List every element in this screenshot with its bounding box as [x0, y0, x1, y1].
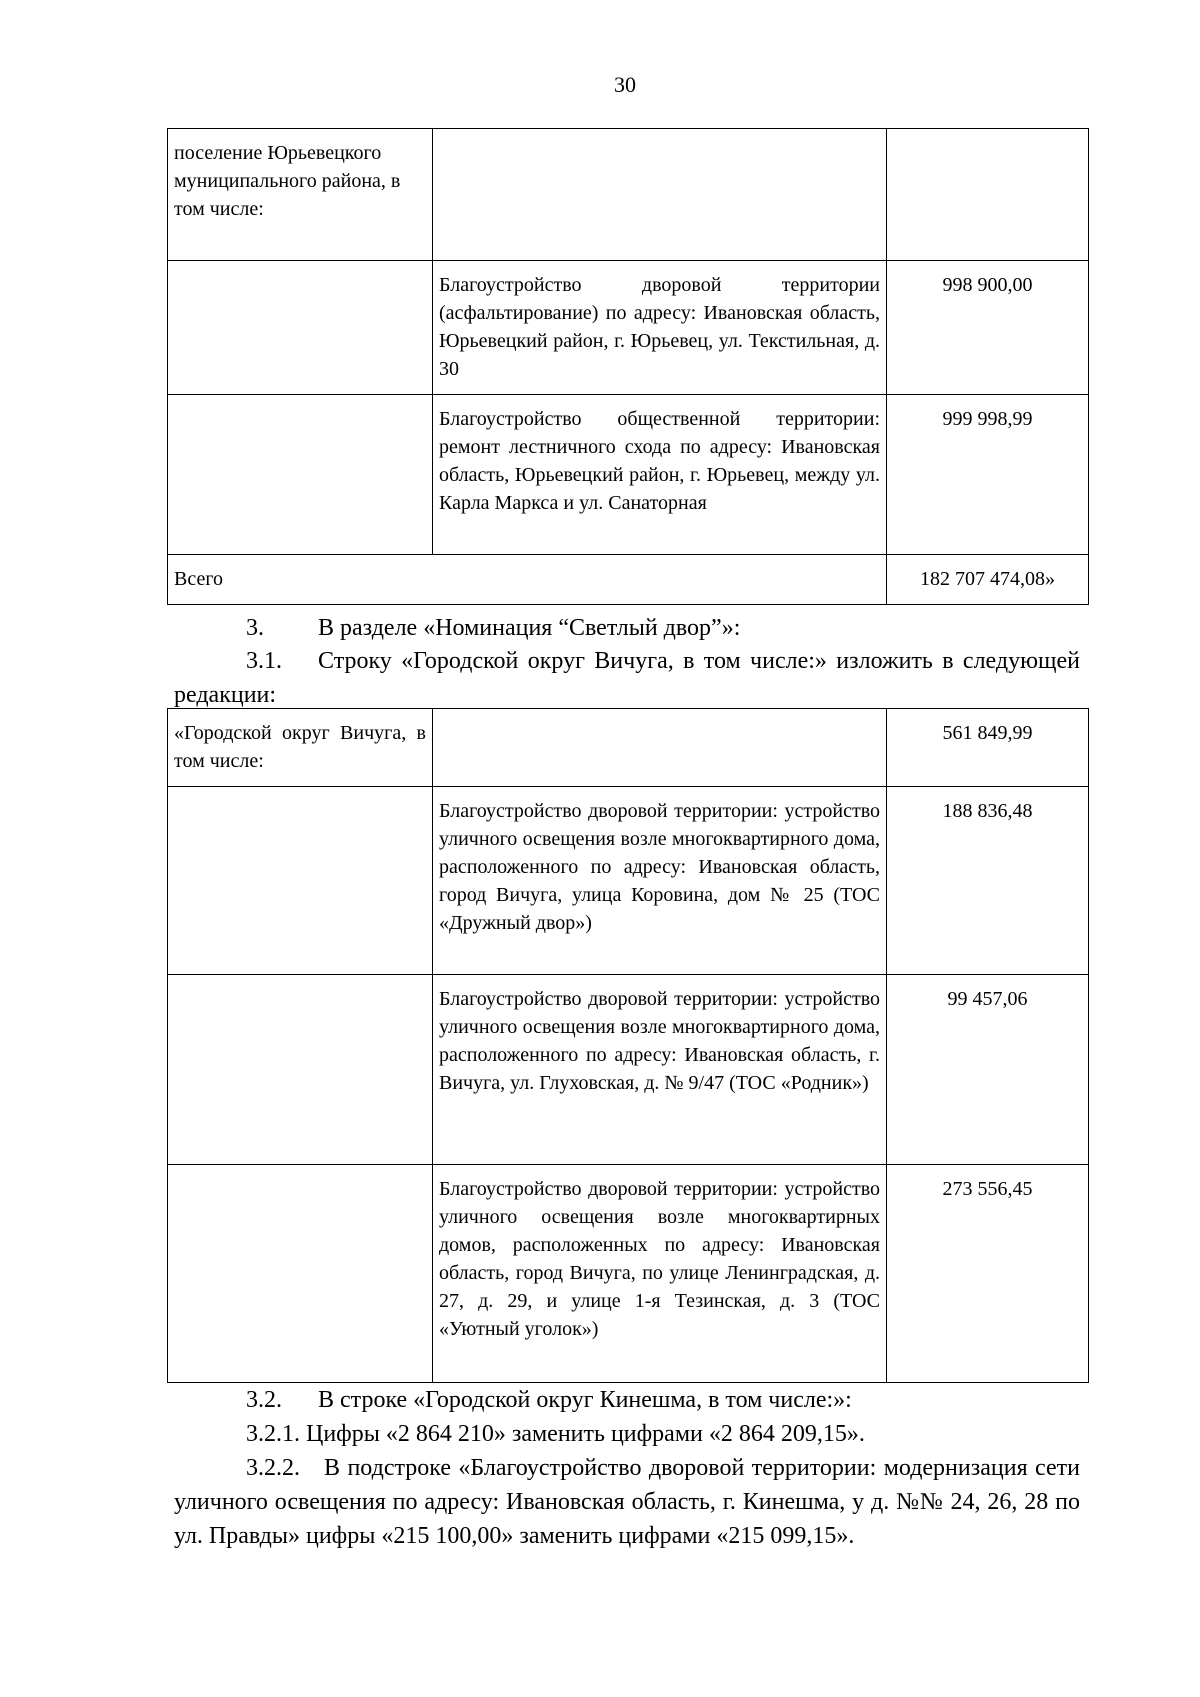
amount-cell [887, 129, 1089, 261]
paragraph-3-2-2 [174, 1451, 1080, 1553]
municipality-cell [168, 787, 433, 975]
total-label: Всего [168, 555, 887, 605]
description-cell: Благоустройство дворовой территории: устройство уличного освещения возле многоквартирного дома, расположенного по адресу: Ивановская область, город Вичуга, улица Коровина, дом № 25 (ТОС «Дружный двор») [433, 787, 887, 975]
amount-cell: 188 836,48 [887, 787, 1089, 975]
description-cell: Благоустройство дворовой территории: устройство уличного освещения возле многоквартирного дома, расположенного по адресу: Ивановская область, г. Вичуга, ул. Глуховская, д. № 9/47 (ТОС «Родник») [433, 975, 887, 1165]
description-cell [433, 709, 887, 787]
table-total-row [168, 555, 1089, 605]
paragraph-number: 3.2.2. [246, 1455, 300, 1481]
paragraph-text: Цифры «2 864 210» заменить цифрами «2 864 209,15». [306, 1421, 865, 1447]
amount-cell: 999 998,99 [887, 395, 1089, 555]
municipality-cell [168, 975, 433, 1165]
municipality-cell: «Городской округ Вичуга, в том числе: [168, 709, 433, 787]
municipality-cell: поселение Юрьевецкого муниципального района, в том числе: [168, 129, 433, 261]
municipality-cell [168, 395, 433, 555]
paragraph-number: 3.1. [246, 648, 282, 674]
paragraph-3-2-1 [174, 1417, 1080, 1451]
municipality-cell [168, 261, 433, 395]
allocation-table-vichuga [167, 708, 1089, 1383]
description-cell: Благоустройство дворовой территории (асфальтирование) по адресу: Ивановская область, Юрьевецкий район, г. Юрьевец, ул. Текстильная, д. 30 [433, 261, 887, 395]
paragraph-number: 3.2. [246, 1387, 282, 1413]
amount-cell: 561 849,99 [887, 709, 1089, 787]
paragraph-3 [174, 611, 1080, 645]
description-cell: Благоустройство общественной территории: ремонт лестничного схода по адресу: Ивановская область, Юрьевецкий район, г. Юрьевец, между ул. Карла Маркса и ул. Санаторная [433, 395, 887, 555]
table-row [168, 787, 1089, 975]
municipality-cell [168, 1165, 433, 1383]
amount-cell: 99 457,06 [887, 975, 1089, 1165]
amount-cell: 998 900,00 [887, 261, 1089, 395]
paragraph-text: В разделе «Номинация “Светлый двор”»: [318, 615, 741, 641]
paragraph-number: 3. [246, 615, 264, 641]
paragraph-3-2 [174, 1383, 1080, 1417]
page-number: 30 [614, 72, 636, 97]
description-cell: Благоустройство дворовой территории: устройство уличного освещения возле многоквартирных домов, расположенных по адресу: Ивановская область, город Вичуга, по улице Ленинградская, д. 27, д. 29, и улице 1-я Тезинская, д. 3 (ТОС «Уютный уголок») [433, 1165, 887, 1383]
description-cell [433, 129, 887, 261]
paragraph-3-1 [174, 644, 1080, 712]
amount-cell: 273 556,45 [887, 1165, 1089, 1383]
table-row [168, 395, 1089, 555]
table-row [168, 129, 1089, 261]
table-row [168, 709, 1089, 787]
table-row [168, 261, 1089, 395]
table-row [168, 1165, 1089, 1383]
paragraph-text: В строке «Городской округ Кинешма, в том числе:»: [318, 1387, 852, 1413]
allocation-table-yurievets [167, 128, 1089, 605]
paragraph-number: 3.2.1. [246, 1421, 300, 1447]
paragraph-text: Строку «Городской округ Вичуга, в том числе:» изложить в следующей редакции: [174, 648, 1080, 708]
paragraph-text: В подстроке «Благоустройство дворовой территории: модернизация сети уличного освещения по адресу: Ивановская область, г. Кинешма, у д. №№ 24, 26, 28 по ул. Правды» цифры «215 100,00» заменить цифрами «215 099,15». [174, 1455, 1080, 1549]
table-row [168, 975, 1089, 1165]
total-value: 182 707 474,08» [887, 555, 1089, 605]
